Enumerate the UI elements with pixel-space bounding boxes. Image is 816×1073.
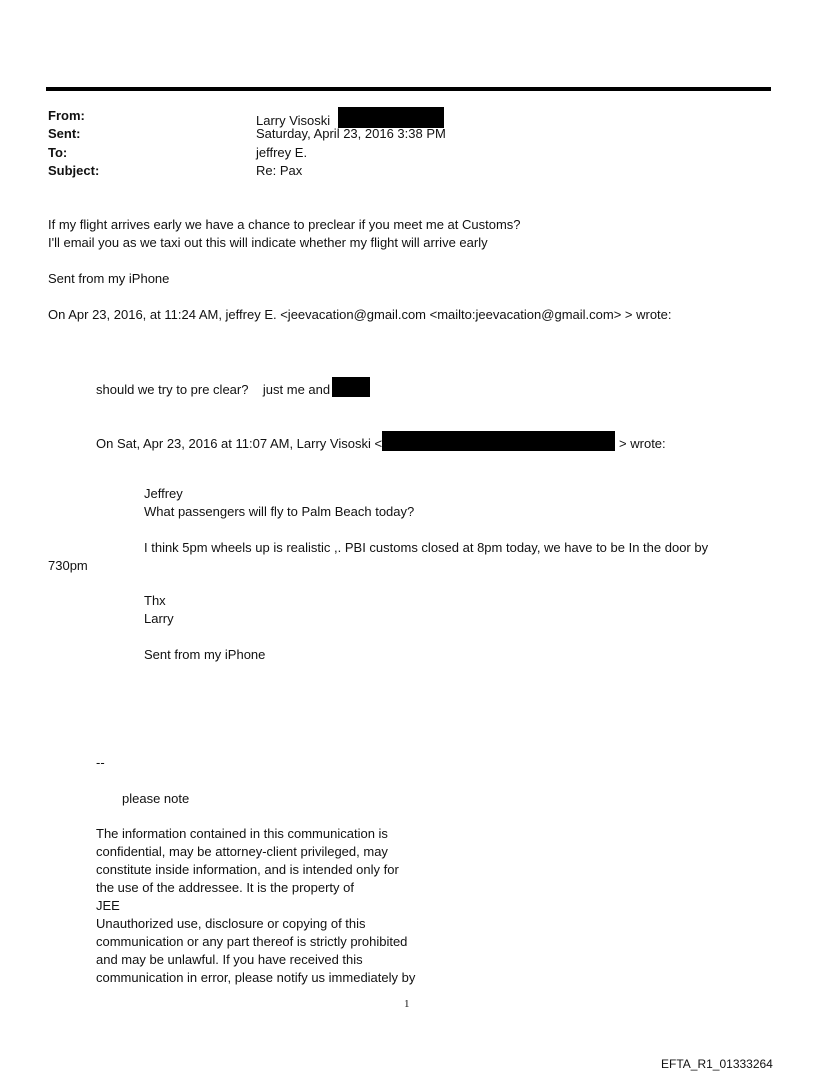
message-line-1: If my flight arrives early we have a chance to preclear if you meet me at Customs?	[48, 217, 521, 232]
redaction-box	[332, 377, 370, 397]
header-rule	[46, 87, 771, 91]
redaction-box	[382, 431, 615, 451]
message-line-2: I'll email you as we taxi out this will indicate whether my flight will arrive early	[48, 235, 488, 250]
disclaimer-line: JEE	[96, 898, 120, 913]
reply1-body: should we try to pre clear? just me and	[96, 382, 331, 397]
reply2-para-line-2: 730pm	[48, 558, 88, 573]
message-signature: Sent from my iPhone	[48, 271, 170, 286]
quote-prefix: On Sat, Apr 23, 2016 at 11:07 AM, Larry Visoski <	[96, 436, 383, 451]
reply2-greeting: Jeffrey	[144, 486, 183, 501]
disclaimer-line: the use of the addressee. It is the property of	[96, 880, 354, 895]
disclaimer-line: communication in error, please notify us immediately by	[96, 970, 416, 985]
disclaimer-block	[96, 825, 415, 987]
reply2-question: What passengers will fly to Palm Beach today?	[144, 504, 415, 519]
quote-suffix: > wrote:	[619, 436, 666, 451]
disclaimer-line: constitute inside information, and is intended only for	[96, 862, 399, 877]
reply1-text	[96, 377, 370, 399]
from-label: From:	[48, 108, 85, 123]
reply1-quote-intro	[96, 431, 666, 453]
document-id: EFTA_R1_01333264	[661, 1057, 773, 1071]
signature-separator: --	[96, 755, 105, 770]
sent-value: Saturday, April 23, 2016 3:38 PM	[256, 126, 446, 141]
subject-value: Re: Pax	[256, 163, 303, 178]
reply2-signature: Sent from my iPhone	[144, 647, 266, 662]
quote-intro: On Apr 23, 2016, at 11:24 AM, jeffrey E. <jeevacation@gmail.com <mailto:jeevacation@gmail.com> > wrote:	[48, 307, 672, 322]
from-name: Larry Visoski	[256, 113, 331, 128]
reply2-para-line-1: I think 5pm wheels up is realistic ,. PBI customs closed at 8pm today, we have to be In the door by	[144, 540, 709, 555]
subject-label: Subject:	[48, 163, 100, 178]
please-note: please note	[122, 791, 190, 806]
sent-label: Sent:	[48, 126, 81, 141]
disclaimer-line: The information contained in this communication is	[96, 826, 388, 841]
disclaimer-line: and may be unlawful. If you have received this	[96, 952, 363, 967]
disclaimer-line: confidential, may be attorney-client privileged, may	[96, 844, 388, 859]
disclaimer-line: communication or any part thereof is strictly prohibited	[96, 934, 408, 949]
disclaimer-line: Unauthorized use, disclosure or copying of this	[96, 916, 366, 931]
to-value: jeffrey E.	[256, 145, 308, 160]
page-number: 1	[404, 998, 410, 1010]
to-label: To:	[48, 145, 68, 160]
reply2-thx: Thx	[144, 593, 166, 608]
reply2-name: Larry	[144, 611, 174, 626]
